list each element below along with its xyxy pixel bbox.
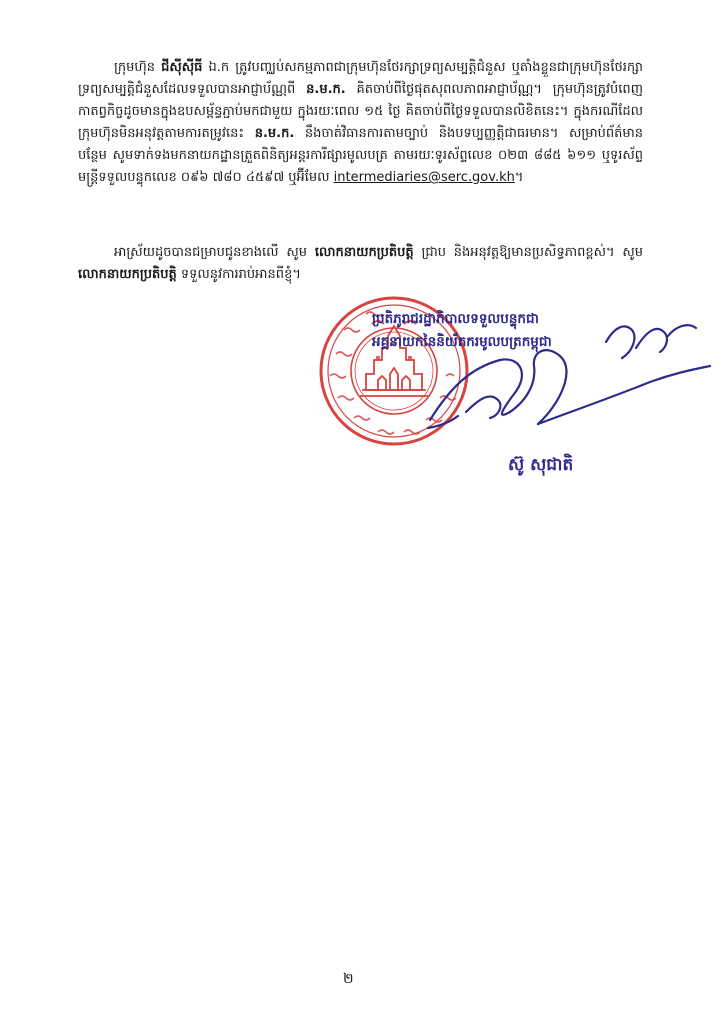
- paragraph-1-text-c: គិតចាប់ពីថ្ងៃផុតសុពលភាពអាជ្ញាប័ណ្ណ។ ក្រុមហ៊ុនត្រូវបំពេញកាតព្វកិច្ចដូចមានក្នុងឧបសម្ព័ន្ធភ្ជាប់មកជាមួយ ក្នុងរយៈពេល ១៥ ថ្ងៃ គិតចាប់ពីថ្ងៃទទួលបានលិខិតនេះ។ ក្នុងករណីដែលក្រុមហ៊ុនមិនអនុវត្តតាមការតម្រូវនេះ: [78, 82, 643, 141]
- company-name: ជីស៊ីស៊ីធី: [161, 60, 203, 75]
- signer-name: ស៊ូ សុជាតិ: [508, 455, 574, 475]
- signatory-title-block: [372, 308, 692, 354]
- paragraph-1-text-b: ឯ.ក ត្រូវបញ្ឈប់សកម្មភាពជាក្រុមហ៊ុនថែរក្សាទ្រព្យសម្បត្តិជំនួស ឬតាំងខ្លួនជាក្រុមហ៊ុនថែរក្សាទ្រព្យសម្បត្តិជំនួសដែលទទួលបានអាជ្ញាប័ណ្ណពី: [78, 60, 643, 97]
- paragraph-1-text-a: ក្រុមហ៊ុន: [114, 60, 162, 75]
- body-paragraph-1: [78, 57, 643, 189]
- paragraph-2-text-a: អាស្រ័យដូចបានជម្រាបជូនខាងលើ សូម: [114, 245, 315, 260]
- signatory-title-line-2: អគ្គនាយកនៃនិយ័តករមូលបត្រកម្ពុជា: [372, 334, 552, 350]
- paragraph-2-text-c: ទទួលនូវការរាប់អានពីខ្ញុំ។: [176, 267, 301, 282]
- addressee-title-2: លោកនាយកប្រតិបត្តិ: [78, 267, 177, 282]
- contact-email-link[interactable]: intermediaries@serc.gov.kh: [333, 170, 515, 185]
- page-number: ២: [343, 971, 354, 987]
- paragraph-2-text-b: ជ្រាប និងអនុវត្តឱ្យមានប្រសិទ្ធភាពខ្ពស់។ សូម: [413, 245, 643, 260]
- addressee-title-1: លោកនាយកប្រតិបត្តិ: [314, 245, 414, 260]
- regulator-abbrev-1: ន.ម.ក.: [306, 82, 346, 97]
- paragraph-1-text-d: នឹងចាត់វិធានការតាមច្បាប់ និងបទប្បញ្ញត្តិជាធរមាន។ សម្រាប់ព័ត៌មានបន្ថែម សូមទាក់ទងមកនាយកដ្ឋានត្រួតពិនិត្យអន្តរការីផ្សារមូលបត្រ តាមរយៈទូរស័ព្ទលេខ ០២៣ ៨៨៥ ៦១១ ឬទូរស័ព្ទមន្ត្រីទទួលបន្ទុកលេខ ០៩៦ ៧៨០ ៤៥៩៧ ឬអ៊ីមែល: [78, 126, 643, 185]
- body-paragraph-2: [78, 242, 643, 286]
- signatory-title-line-1: ប្រតិភូរាជរដ្ឋាភិបាលទទួលបន្ទុកជា: [372, 311, 539, 327]
- paragraph-1-text-e: ។: [514, 170, 524, 185]
- regulator-abbrev-2: ន.ម.ក.: [254, 126, 295, 141]
